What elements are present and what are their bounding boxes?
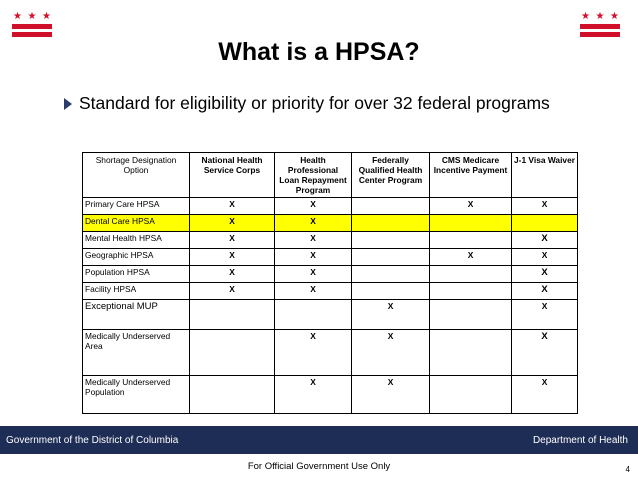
table-cell: [275, 300, 352, 330]
star-icon: ★: [13, 11, 22, 22]
flag-stars: [580, 12, 620, 21]
table-cell: X: [275, 330, 352, 376]
row-label: Facility HPSA: [83, 283, 190, 300]
table-cell: X: [190, 249, 275, 266]
flag-bar: [580, 24, 620, 29]
dc-flag-left: [12, 12, 52, 40]
table-cell: X: [512, 266, 578, 283]
table-cell: X: [512, 232, 578, 249]
table-cell: X: [190, 266, 275, 283]
table-cell: [352, 232, 430, 249]
table-cell: X: [190, 215, 275, 232]
table-cell: X: [512, 249, 578, 266]
table-cell: X: [275, 283, 352, 300]
table-row: [83, 300, 578, 330]
table-cell: X: [275, 198, 352, 215]
table-cell: [190, 376, 275, 414]
table-cell: X: [430, 198, 512, 215]
table-cell: X: [275, 266, 352, 283]
official-use-notice: For Official Government Use Only: [247, 461, 391, 472]
table-cell: X: [512, 283, 578, 300]
table-row: [83, 283, 578, 300]
column-header: National Health Service Corps: [190, 153, 275, 198]
column-header: J-1 Visa Waiver: [512, 153, 578, 198]
table-cell: X: [430, 249, 512, 266]
table-row-highlighted: [83, 215, 578, 232]
table-row: [83, 376, 578, 414]
table-row: [83, 198, 578, 215]
star-icon: ★: [42, 11, 51, 22]
column-header: Federally Qualified Health Center Program: [352, 153, 430, 198]
table-cell: X: [275, 232, 352, 249]
table-cell: [352, 283, 430, 300]
table-cell: X: [275, 376, 352, 414]
table-cell: X: [190, 283, 275, 300]
table-cell: [352, 249, 430, 266]
star-icon: ★: [595, 11, 605, 22]
table-cell: [352, 215, 430, 232]
row-label: Primary Care HPSA: [83, 198, 190, 215]
table-row: [83, 266, 578, 283]
table-cell: X: [512, 376, 578, 414]
page-number: 4: [625, 465, 630, 474]
table-cell: [430, 266, 512, 283]
footer-department-label: Department of Health: [532, 435, 628, 446]
table-cell: X: [512, 198, 578, 215]
flag-bar: [580, 32, 620, 37]
table-cell: X: [190, 198, 275, 215]
column-header: CMS Medicare Incentive Payment: [430, 153, 512, 198]
table-cell: X: [352, 376, 430, 414]
table-cell: [512, 215, 578, 232]
table-cell: X: [352, 330, 430, 376]
table-cell: [190, 330, 275, 376]
table-cell: [430, 215, 512, 232]
column-header: Shortage Designation Option: [83, 153, 190, 198]
row-label: Exceptional MUP: [83, 300, 190, 330]
table-cell: X: [512, 330, 578, 376]
table-row: [83, 232, 578, 249]
table-cell: [352, 198, 430, 215]
flag-stars: [12, 12, 52, 21]
flag-bar: [12, 32, 52, 37]
flag-bar: [12, 24, 52, 29]
table-cell: [430, 232, 512, 249]
bullet-point: [62, 92, 582, 114]
row-label: Population HPSA: [83, 266, 190, 283]
table-cell: X: [275, 215, 352, 232]
table-cell: [352, 266, 430, 283]
table-row: [83, 330, 578, 376]
slide-title: What is a HPSA?: [218, 38, 420, 66]
row-label: Geographic HPSA: [83, 249, 190, 266]
table-header-row: [83, 153, 578, 198]
table-cell: [430, 376, 512, 414]
table-cell: X: [512, 300, 578, 330]
table-cell: X: [352, 300, 430, 330]
table-cell: X: [275, 249, 352, 266]
table-cell: [430, 300, 512, 330]
column-header: Health Professional Loan Repayment Program: [275, 153, 352, 198]
row-label: Mental Health HPSA: [83, 232, 190, 249]
star-icon: ★: [581, 11, 590, 22]
row-label: Medically Underserved Population: [83, 376, 190, 414]
star-icon: ★: [27, 11, 37, 22]
table-row: [83, 249, 578, 266]
bullet-text: Standard for eligibility or priority for over 32 federal programs: [79, 93, 550, 113]
footer-bar: [0, 426, 638, 454]
table-cell: [430, 330, 512, 376]
table-cell: [190, 300, 275, 330]
triangle-bullet-icon: [62, 98, 76, 112]
footer-government-label: Government of the District of Columbia: [6, 435, 179, 446]
star-icon: ★: [610, 11, 619, 22]
table-cell: X: [190, 232, 275, 249]
row-label: Dental Care HPSA: [83, 215, 190, 232]
dc-flag-right: [580, 12, 620, 40]
row-label: Medically Underserved Area: [83, 330, 190, 376]
table-cell: [430, 283, 512, 300]
hpsa-programs-table: [82, 152, 578, 414]
